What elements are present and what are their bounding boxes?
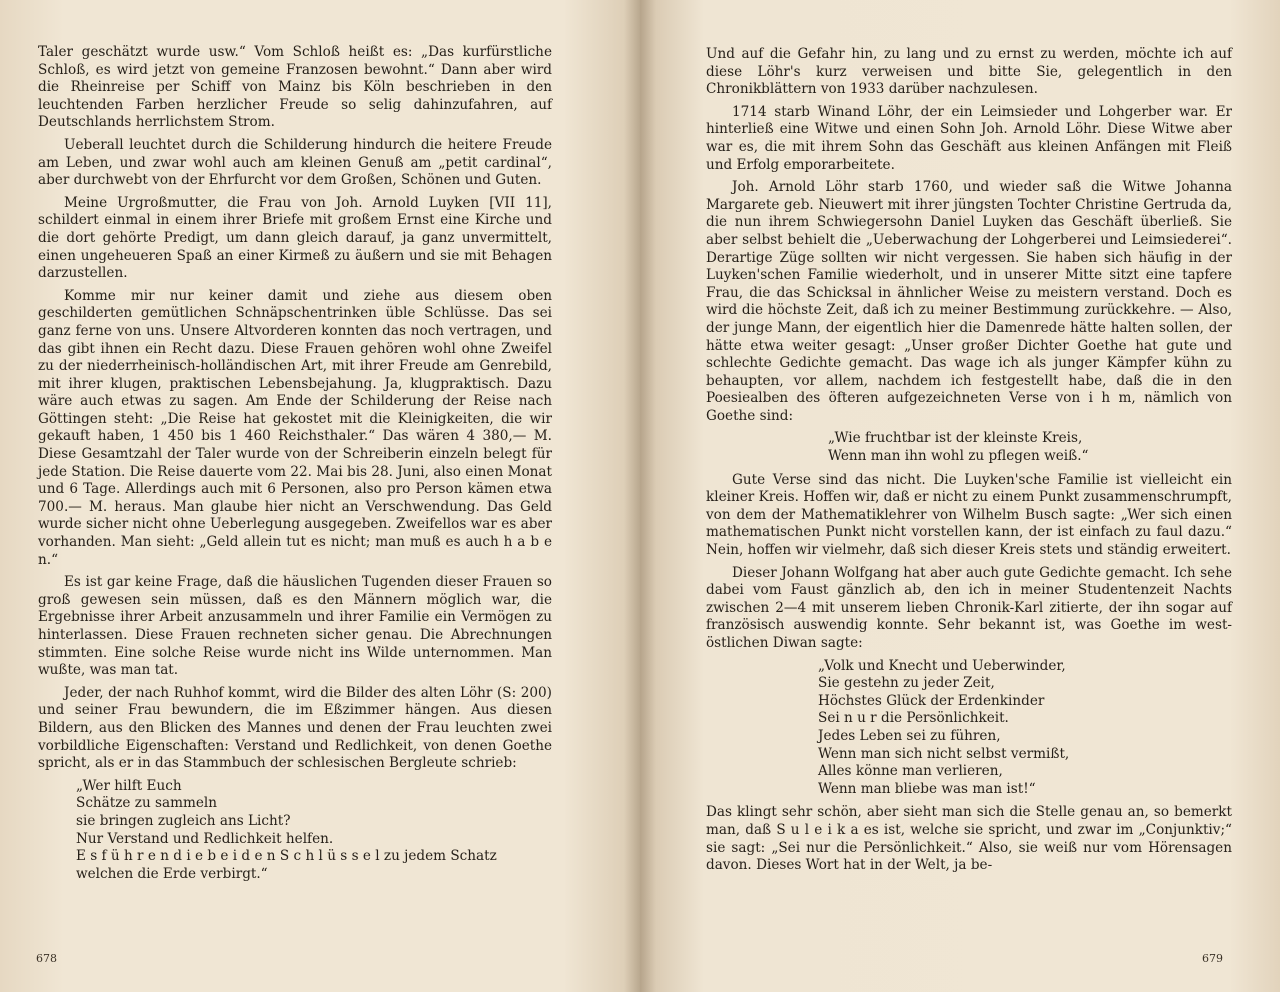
right-page xyxy=(640,0,1280,992)
paragraph: Das klingt sehr schön, aber sieht man sich die Stelle genau an, so bemerkt man, daß S u l e i k a es ist, welche sie spricht, und zwar im „Conjunktiv;“ sie sagt: „Sei nur die Persönlichkeit.“ Also, sie weiß nur vom Hörensagen davon. Dieses Wort hat in der Welt, ja be- xyxy=(706,804,1232,874)
paragraph: Joh. Arnold Löhr starb 1760, und wieder saß die Witwe Johanna Margarete geb. Nieuwert mit ihrer jüngsten Tochter Christine Gertruda da, die nun ihrem Schwiegersohn Daniel Luyken das Geschäft überließ. Sie aber selbst behielt die „Ueberwachung der Lohgerberei und Leimsiederei“. Derartige Züge sollten wir nicht vergessen. Sie haben sich häufig in der Luyken'schen Familie wiederholt, und in unserer Mitte sitzt eine tapfere Frau, die das Schicksal in ähnlicher Weise zu meistern verstand. Doch es wird die höchste Zeit, daß ich zu meiner Bestimmung zurückkehre. — Also, der junge Mann, der eigentlich hier die Damenrede hätte halten sollen, der hätte etwa weiter gesagt: „Unser großer Dichter Goethe hat gute und schlechte Gedichte gemacht. Das wage ich als junger Kämpfer kühn zu behaupten, vor allem, nachdem ich festgestellt habe, daß die in den Poesiealben des öfteren aufgezeichneten Verse von i h m, nämlich von Goethe sind: xyxy=(706,179,1232,424)
verse-line: Jedes Leben sei zu führen, xyxy=(818,727,1001,744)
paragraph: Taler geschätzt wurde usw.“ Vom Schloß heißt es: „Das kurfürstliche Schloß, es wird jetzt von gemeine Franzosen bewohnt.“ Dann aber wird die Rheinreise per Schiff von Mainz bis Köln beschrieben in den leuchtenden Farben herzlicher Freude so selig dahinzufahren, auf Deutschlands herrlichstem Strom. xyxy=(38,44,552,131)
paragraph: Komme mir nur keiner damit und ziehe aus diesem oben geschilderten gemütlichen Schnäpschentrinken üble Schlüsse. Das sei ganz ferne von uns. Unsere Altvorderen konnten das noch vertragen, und das gibt ihnen ein Recht dazu. Diese Frauen gehören wohl ohne Zweifel zu der niederrheinisch-holländischen Art, mit ihrer Freude am Genrebild, mit ihrer klugen, praktischen Lebensbejahung. Ja, klugpraktisch. Dazu wäre auch etwas zu sagen. Am Ende der Schilderung der Reise nach Göttingen steht: „Die Reise hat gekostet mit die Kleinigkeiten, die wir gekauft haben, 1 450 bis 1 460 Reichsthaler.“ Das wären 4 380,— M. Diese Gesamtzahl der Taler wurde von der Schreiberin einzeln belegt für jede Station. Die Reise dauerte vom 22. Mai bis 28. Juni, also einen Monat und 6 Tage. Allerdings auch mit 6 Personen, also pro Person kämen etwa 700.— M. heraus. Man glaube hier nicht an Verschwendung. Das Geld wurde sicher nicht ohne Ueberlegung ausgegeben. Zweifellos war es aber vorhanden. Man sieht: „Geld allein tut es nicht; man muß es auch h a b e n.“ xyxy=(38,287,552,568)
diwan-verse xyxy=(706,658,1232,799)
verse-line: Sei n u r die Persönlichkeit. xyxy=(818,710,1009,727)
paragraph: Es ist gar keine Frage, daß die häuslichen Tugenden dieser Frauen so groß gewesen sein müssen, daß es den Männern möglich war, die Ergebnisse ihrer Arbeit anzusammeln und ihrer Familie ein Vermögen zu hinterlassen. Diese Frauen rechneten sicher genau. Die Abrechnungen stimmten. Eine solche Reise wurde nicht ins Wilde unternommen. Man wußte, was man tat. xyxy=(38,574,552,679)
page-number: 679 xyxy=(1202,952,1223,965)
verse-line: E s f ü h r e n d i e b e i d e n S c h l ü s s e l zu jedem Schatz xyxy=(76,848,497,865)
paragraph: Dieser Johann Wolfgang hat aber auch gute Gedichte gemacht. Ich sehe dabei vom Faust gänzlich ab, den ich in meiner Studentenzeit Nachts zwischen 2—4 mit unserem lieben Chronik-Karl zitierte, der ihn sogar auf französisch auswendig konnte. Sehr bekannt ist, was Goethe im west-östlichen Diwan sagte: xyxy=(706,564,1232,651)
verse-line: Wenn man bliebe was man ist!“ xyxy=(818,780,1036,797)
verse-line: Alles könne man verlieren, xyxy=(818,763,1003,780)
verse-line: „Volk und Knecht und Ueberwinder, xyxy=(818,657,1066,674)
right-page-text xyxy=(706,46,1232,880)
poesiealbum-verse xyxy=(706,430,1232,465)
verse-line: „Wer hilft Euch xyxy=(76,777,182,794)
verse-line: Wenn man sich nicht selbst vermißt, xyxy=(818,745,1070,762)
paragraph: Jeder, der nach Ruhhof kommt, wird die Bilder des alten Löhr (S: 200) und seiner Frau bewundern, die im Eßzimmer hängen. Aus diesen Bildern, aus den Blicken des Mannes und denen der Frau leuchten zwei vorbildliche Eigenschaften: Verstand und Redlichkeit, von denen Goethe spricht, als er in das Stammbuch der schlesischen Bergleute schrieb: xyxy=(38,684,552,772)
book-gutter xyxy=(624,0,656,992)
left-page-text xyxy=(38,44,552,889)
verse-line: Wenn man ihn wohl zu pflegen weiß.“ xyxy=(828,448,1089,465)
verse-line: Nur Verstand und Redlichkeit helfen. xyxy=(76,830,334,847)
verse-line: Höchstes Glück der Erdenkinder xyxy=(818,692,1045,709)
paragraph: Gute Verse sind das nicht. Die Luyken'sche Familie ist vielleicht ein kleiner Kreis. Hoffen wir, daß er nicht zu einem Punkt zusammenschrumpft, von dem der Mathematiklehrer von Wilhelm Busch sagte: „Wer sich einen mathematischen Punkt nicht vorstellen kann, der ist einfach zu faul dazu.“ Nein, hoffen wir vielmehr, daß sich dieser Kreis stets und ständig erweitert. xyxy=(706,471,1232,559)
verse-line: Schätze zu sammeln xyxy=(76,795,218,812)
paragraph: Meine Urgroßmutter, die Frau von Joh. Arnold Luyken [VII 11], schildert einmal in einem ihrer Briefe mit großem Ernst eine Kirche und die dort gehörte Predigt, um dann gleich darauf, ja ganz unvermittelt, einen ungeheueren Spaß an einer Kirmeß zu äußern und sie mit Behagen darzustellen. xyxy=(38,194,552,282)
verse-line: „Wie fruchtbar ist der kleinste Kreis, xyxy=(828,430,1083,447)
verse-line: Sie gestehn zu jeder Zeit, xyxy=(818,675,995,692)
paragraph: Ueberall leuchtet durch die Schilderung hindurch die heitere Freude am Leben, und zwar wohl auch am kleinen Genuß am „petit cardinal“, aber durchwebt von der Ehrfurcht vor dem Großen, Schönen und Guten. xyxy=(38,136,552,189)
paragraph: Und auf die Gefahr hin, zu lang und zu ernst zu werden, möchte ich auf diese Löhr's kurz verweisen und bitte Sie, gelegentlich in den Chronikblättern von 1933 darüber nachzulesen. xyxy=(706,46,1232,98)
goethe-verse xyxy=(38,778,552,884)
paragraph: 1714 starb Winand Löhr, der ein Leimsieder und Lohgerber war. Er hinterließ eine Witwe und einen Sohn Joh. Arnold Löhr. Diese Witwe aber war es, die mit ihrem Sohn das Geschäft aus kleinen Anfängen mit Fleiß und Erfolg emporarbeitete. xyxy=(706,103,1232,173)
verse-line: welchen die Erde verbirgt.“ xyxy=(76,865,268,882)
verse-line: sie bringen zugleich ans Licht? xyxy=(76,812,291,829)
page-number: 678 xyxy=(36,952,57,965)
